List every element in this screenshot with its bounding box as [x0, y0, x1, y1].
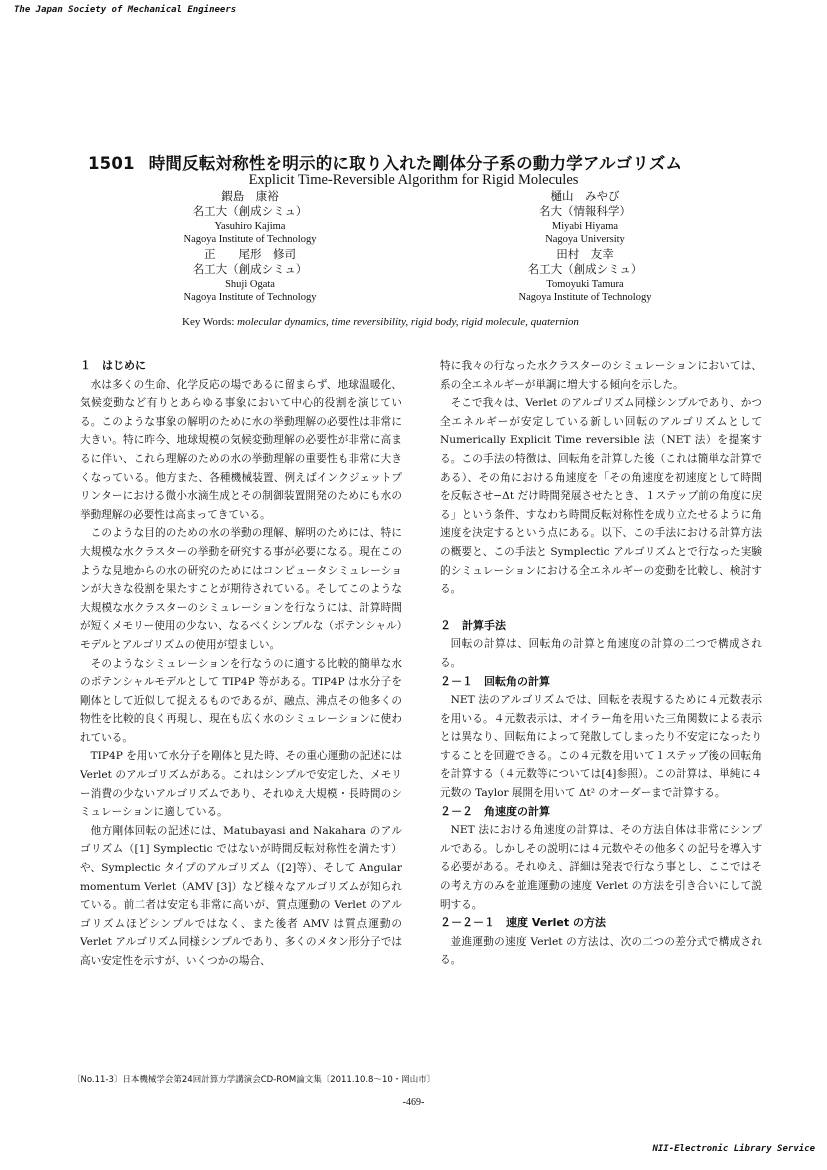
author-name-ja: 田村 友幸	[556, 249, 614, 261]
body-column-right	[440, 357, 762, 970]
body-paragraph: NET 法における角速度の計算は、その方法自体は非常にシンプルである。しかしその説明には４元数やその他多くの記号を導入する必要がある。それゆえ、詳細は発表で行なう事とし、ここではその考え方のみを並進運動の速度 Verlet の方法を引き合いにして説明する。	[440, 824, 762, 911]
body-paragraph: 並進運動の速度 Verlet の方法は、次の二つの差分式で構成される。	[440, 935, 762, 967]
author-block	[495, 248, 675, 304]
author-name-en: Miyabi Hiyama	[551, 221, 619, 232]
citation-footer: 〔No.11-3〕日本機械学会第24回計算力学講演会CD-ROM論文集〔2011.10.8～10・岡山市〕	[72, 1075, 436, 1085]
author-block	[160, 190, 340, 246]
body-paragraph: このような目的のための水の挙動の理解、解明のためには、特に大規模な水クラスターの挙動を研究する事が必要になる。現在このような見地からの水の研究のためにはコンピュータシミュレーションが大きな役割を果たすことが期待されている。そしてこのような大規模な水クラスターのシミュレーションを行なうには、計算時間が短くメモリー使用の少ない、なるべくシンプルな（ポテンシャル）モデルとアルゴリズムの使用が望ましい。	[80, 527, 402, 651]
society-header: The Japan Society of Mechanical Engineers	[14, 5, 237, 15]
body-paragraph: 特に我々の行なった水クラスターのシミュレーションにおいては、系の全エネルギーが単調に増大する傾向を示した。	[440, 360, 762, 391]
author-affil-ja: 名大（情報科学）	[539, 206, 631, 218]
author-block	[160, 248, 340, 304]
author-affil-en: Nagoya Institute of Technology	[183, 234, 317, 245]
author-affil-en: Nagoya Institute of Technology	[518, 292, 652, 303]
paper-title-en: Explicit Time-Reversible Algorithm for Rigid Molecules	[248, 172, 579, 188]
author-name-en: Shuji Ogata	[225, 279, 275, 290]
page-number: -469-	[402, 1097, 425, 1108]
library-service-footer: NII-Electronic Library Service	[652, 1144, 815, 1154]
body-paragraph: 回転の計算は、回転角の計算と角速度の計算の二つで構成される。	[440, 638, 762, 669]
author-affil-ja: 名工大（創成シミュ）	[192, 206, 308, 218]
author-name-ja: 正 尾形 修司	[204, 249, 296, 261]
author-name-ja: 樋山 みやび	[550, 191, 620, 203]
author-affil-ja: 名工大（創成シミュ）	[192, 264, 308, 276]
body-column-left	[80, 357, 402, 971]
section-heading: ２－１ 回転角の計算	[440, 674, 550, 688]
body-paragraph: 他方剛体回転の記述には、Matubayasi and Nakahara のアルゴリズム（[1] Symplectic ではないが時間反転対称性を満たす）や、Symplectic タイプのアルゴリズム（[2]等）、そして Angular momentum Verlet（AMV [3]）など様々なアルゴリズムが知られている。前二者は安定も非常に高いが、質点運動の Verlet のアルゴリズムほどシンプルではなく、また後者 AMV は質点運動の Verlet アルゴリズム同様シンプルであり、多くのメタン形分子では高い安定性を示すが、いくつかの場合、	[80, 824, 402, 967]
section-spacer	[440, 599, 762, 617]
author-affil-ja: 名工大（創成シミュ）	[527, 264, 643, 276]
author-name-en: Tomoyuki Tamura	[546, 279, 624, 290]
author-name-ja: 鍜島 康裕	[221, 191, 279, 203]
body-paragraph: そのようなシミュレーションを行なうのに適する比較的簡単な水のポテンシャルモデルとして TIP4P 等がある。TIP4P は水分子を剛体として近似して捉えるものであるが、融点、沸点その他多くの物性を比較的良く再現し、現在も広く水のシミュレーションに使われている。	[80, 657, 402, 744]
paper-number: 1501	[88, 154, 135, 173]
author-affil-en: Nagoya Institute of Technology	[183, 292, 317, 303]
keywords	[182, 316, 579, 328]
keywords-label: Key Words:	[182, 316, 235, 328]
authors-left	[160, 190, 340, 306]
body-paragraph: 水は多くの生命、化学反応の場であるに留まらず、地球温暖化、気候変動など有りとあらゆる事象において中心的役割を演じている。このような事象の解明のために水の挙動理解の必要性は非常に大きい。特に昨今、地球規模の気候変動理解の必要性が非常に高まるに伴い、これら理解のための水の挙動理解の重要性も非常に大きくなっている。他方また、各種機械装置、例えばインクジェットプリンターにおける微小水滴生成とその制御装置開発のためにも水の挙動理解の必要性は高まってきている。	[80, 378, 402, 521]
section-heading: ２ 計算手法	[440, 618, 506, 632]
keywords-value: molecular dynamics, time reversibility, rigid body, rigid molecule, quaternion	[237, 316, 579, 328]
author-affil-en: Nagoya University	[545, 234, 625, 245]
title-ja-text: 時間反転対称性を明示的に取り入れた剛体分子系の動力学アルゴリズム	[148, 154, 683, 173]
body-paragraph: NET 法のアルゴリズムでは、回転を表現するために４元数表示を用いる。４元数表示は、オイラー角を用いた三角関数による表示とは異なり、回転角によって発散してしまったり不安定になったりすることを回避できる。この４元数を用いて１ステップ後の回転角を計算する（４元数等については[4]参照）。この計算は、単純に４元数の Taylor 展開を用いて Δt² のオーダーまで計算する。	[440, 694, 762, 800]
author-block	[495, 190, 675, 246]
section-heading: １ はじめに	[80, 359, 146, 372]
paper-title-ja	[88, 150, 682, 174]
section-heading: ２－２ 角速度の計算	[440, 804, 550, 818]
section-heading: ２－２－１ 速度 Verlet の方法	[440, 916, 606, 930]
authors-right	[495, 190, 675, 306]
body-paragraph: TIP4P を用いて水分子を剛体と見た時、その重心運動の記述には Verlet のアルゴリズムがある。これはシンプルで安定した、メモリー消費の少ないアルゴリズムであり、それゆえ大規模・長時間のシミュレーションに適している。	[80, 750, 402, 819]
author-name-en: Yasuhiro Kajima	[214, 221, 286, 232]
body-paragraph: そこで我々は、Verlet のアルゴリズム同様シンプルであり、かつ全エネルギーが安定している新しい回転のアルゴリズムとして Numerically Explicit Time reversible 法（NET 法）を提案する。この手法の特徴は、回転角を計算した後（これは簡単な計算である）、その角における角速度を「その角速度を初速度として時間を反転させ−Δt だけ時間発展させたとき、１ステップ前の角度に戻る」という条件、すなわち時間反転対称性を成り立たせるように角速度を決定するという点にある。以下、この手法における計算方法の概要と、この手法と Symplectic アルゴリズムとで行なった実験的シミュレーションにおける全エネルギーの変動を比較し、検討する。	[440, 397, 762, 596]
